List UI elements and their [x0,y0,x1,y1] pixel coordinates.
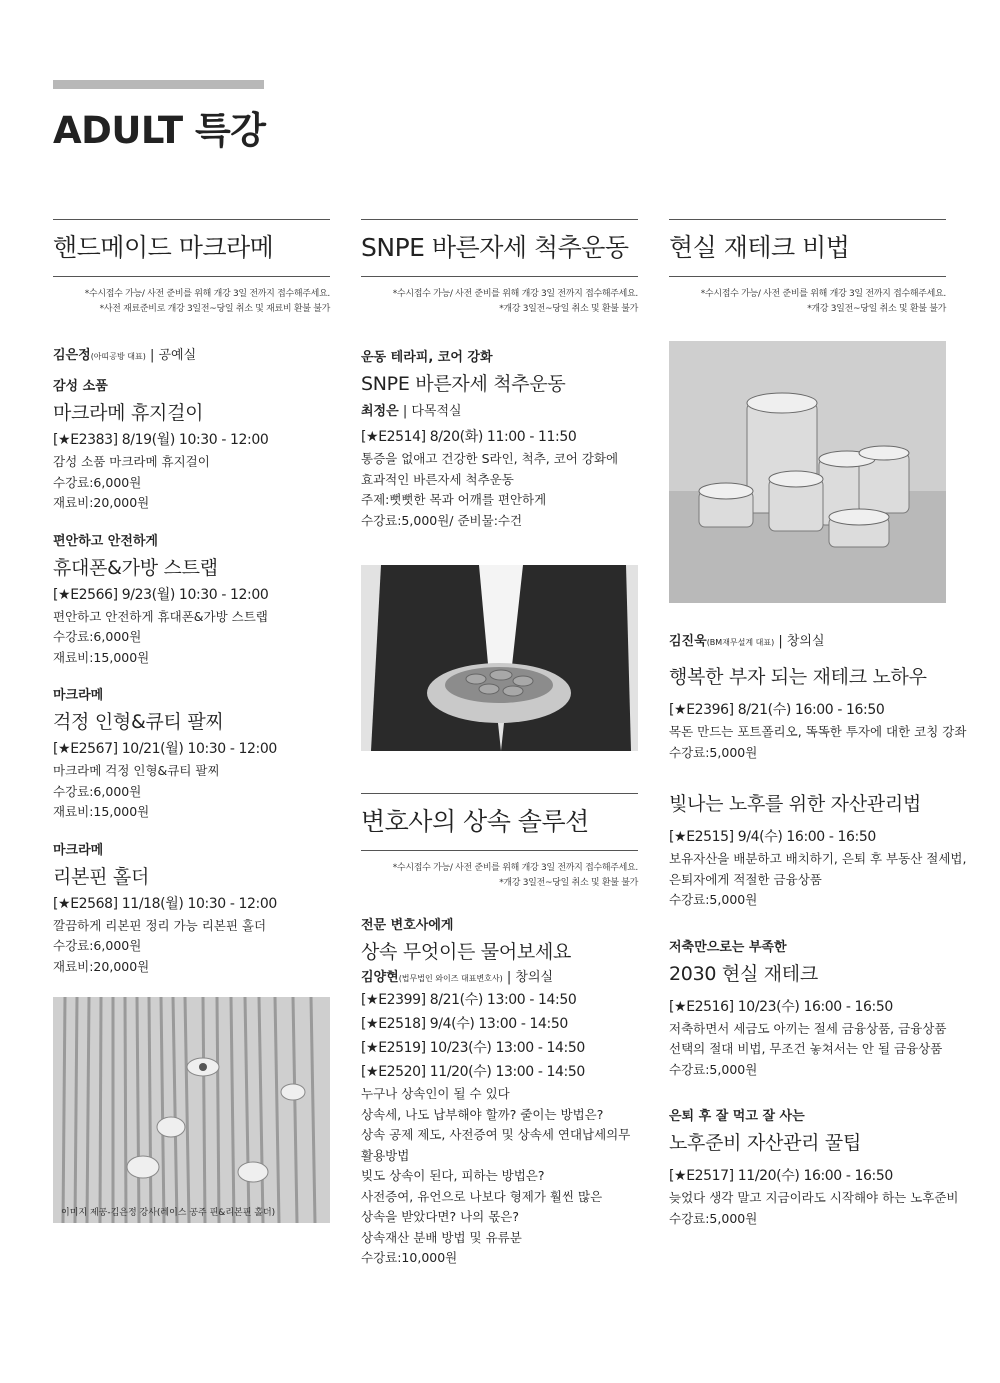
note-line: *개강 3일전~당일 취소 및 환불 불가 [807,304,946,314]
material-fee-line: 재료비:15,000원 [53,649,150,665]
description-line: 늦었다 생각 말고 지금이라도 시작해야 하는 노후준비 [669,1190,959,1205]
fee-line: 수강료:6,000원 [53,629,142,644]
course-description [53,452,330,514]
course-description [361,1084,638,1269]
course-item [669,662,967,763]
course-item [53,685,330,823]
description-line: 선택의 절대 비법, 무조건 놓쳐서는 안 될 금융상품 [669,1041,943,1056]
course-code: [★E2515] 9/4(수) 16:00 - 16:50 [669,829,876,845]
instructor-title: (BM재무설계 대표) [706,638,775,647]
description-line: 상속을 받았다면? 나의 몫은? [361,1209,520,1224]
instructor-title: (법무법인 와이즈 대표변호사) [398,974,503,983]
note-line: *수시접수 가능/ 사전 준비를 위해 개강 3일 전까지 접수해주세요. [700,289,946,299]
course-name: 상속 무엇이든 물어보세요 [361,941,572,963]
course-tag: 감성 소품 [53,379,108,394]
course-description [53,916,330,978]
fee-line: 수강료:5,000원/ 준비물:수건 [361,512,523,528]
course-tag: 편안하고 안전하게 [53,533,158,549]
description-line: 통증을 없애고 건강한 S라인, 척추, 코어 강화에 [361,451,619,466]
column-macrame [53,219,330,1223]
fee-line: 수강료:6,000원 [53,783,142,799]
course-name: 걱정 인형&큐티 팔찌 [53,711,224,733]
course-description [669,1188,959,1229]
course-description [361,449,638,531]
description-line: 깔끔하게 리본핀 정리 가능 리본핀 홀더 [53,917,267,933]
course-code: [★E2568] 11/18(월) 10:30 - 12:00 [53,895,277,912]
course-item [361,915,638,1269]
course-tag: 은퇴 후 잘 먹고 잘 사는 [669,1109,805,1124]
section-title: 핸드메이드 마크라메 [53,233,274,262]
description-line: 저축하면서 세금도 아끼는 절세 금융상품, 금융상품 [669,1020,947,1036]
course-code: [★E2396] 8/21(수) 16:00 - 16:50 [669,702,885,718]
section-title: SNPE 바른자세 척추운동 [361,233,629,262]
instructor-name: 김은정 [53,348,91,363]
course-code: [★E2514] 8/20(화) 11:00 - 11:50 [361,429,577,445]
description-line: 편안하고 안전하게 휴대폰&가방 스트랩 [53,608,268,624]
description-line: 주제:뻣뻣한 목과 어깨를 편안하게 [361,492,547,507]
course-tag: 마크라메 [53,688,104,703]
course-code: [★E2518] 9/4(수) 13:00 - 14:50 [361,1016,568,1032]
course-tag: 운동 테라피, 코어 강화 [361,350,493,365]
macrame-illustration [53,997,330,1223]
course-code: [★E2519] 10/23(수) 13:00 - 14:50 [361,1040,585,1056]
course-name: 리본핀 홀더 [53,865,150,888]
instructor-line [361,969,638,988]
coins-illustration [669,341,946,603]
description-line: 보유자산을 배분하고 배치하기, 은퇴 후 부동산 절세법, [669,851,967,866]
description-line: 목돈 만드는 포트폴리오, 똑똑한 투자에 대한 코칭 강좌 [669,724,967,739]
room-label: | 창의실 [502,970,554,985]
course-tag: 저축만으로는 부족한 [669,939,787,955]
hands-illustration [361,565,638,751]
column-snpe-inheritance [361,219,638,1269]
section-title: 현실 재테크 비법 [669,233,850,262]
fee-line: 수강료:5,000원 [669,892,758,907]
course-item [53,531,330,669]
note-line: *수시접수 가능/ 사전 준비를 위해 개강 3일 전까지 접수해주세요. [84,289,330,299]
instructor-name: 최정은 [361,404,399,419]
description-line: 효과적인 바른자세 척추운동 [361,471,514,487]
course-name: 노후준비 자산관리 꿀팁 [669,1132,862,1154]
fee-line: 수강료:6,000원 [53,938,142,953]
course-item [669,1106,959,1229]
course-name: SNPE 바른자세 척추운동 [361,373,566,395]
course-description [669,849,967,911]
note-line: *수시접수 가능/ 사전 준비를 위해 개강 3일 전까지 접수해주세요. [392,289,638,299]
material-fee-line: 재료비:20,000원 [53,495,150,510]
note-line: *개강 3일전~당일 취소 및 환불 불가 [499,304,638,314]
section-title: 변호사의 상속 솔루션 [361,807,589,836]
description-line: 감성 소품 마크라메 휴지걸이 [53,454,210,469]
macrame-photo [53,997,330,1223]
room-label: | 다목적실 [398,404,462,419]
coin-stacks-photo [669,341,946,603]
note-line: *개강 3일전~당일 취소 및 환불 불가 [499,878,638,888]
registration-note [361,277,638,325]
instructor-name: 김진욱 [669,634,707,649]
registration-note [53,277,330,325]
description-line: 상속재산 분배 방법 및 유류분 [361,1229,522,1245]
room-label: | 창의실 [774,634,825,649]
coins-in-hands-photo [361,565,638,751]
course-item [53,840,330,978]
course-name: 2030 현실 재테크 [669,962,818,985]
course-code: [★E2383] 8/19(월) 10:30 - 12:00 [53,432,269,448]
course-description [669,1019,946,1081]
instructor-name: 김양현 [361,970,399,985]
course-item [669,789,967,911]
material-fee-line: 재료비:15,000원 [53,804,150,819]
course-code: [★E2520] 11/20(수) 13:00 - 14:50 [361,1064,585,1080]
course-code: [★E2567] 10/21(월) 10:30 - 12:00 [53,741,277,757]
fee-line: 수강료:5,000원 [669,744,758,760]
course-description [53,607,330,669]
course-tag: 마크라메 [53,842,104,858]
course-name: 마크라메 휴지걸이 [53,402,204,424]
instructor-line [669,633,946,652]
fee-line: 수강료:10,000원 [361,1250,458,1265]
course-item [53,376,330,514]
room-label: | 공예실 [145,348,197,363]
fee-line: 수강료:6,000원 [53,474,142,490]
fee-line: 수강료:5,000원 [669,1210,758,1226]
instructor-title: (아띠공방 대표) [90,352,146,361]
instructor-line [53,347,330,366]
course-item [361,347,638,531]
registration-note [669,277,946,325]
page-title: ADULT 특강 [53,109,266,152]
course-item [669,937,946,1081]
note-line: *수시접수 가능/ 사전 준비를 위해 개강 3일 전까지 접수해주세요. [392,863,638,873]
course-code: [★E2517] 11/20(수) 16:00 - 16:50 [669,1168,893,1184]
description-line: 상속세, 나도 납부해야 할까? 줄이는 방법은? [361,1106,604,1122]
description-line: 누구나 상속인이 될 수 있다 [361,1086,510,1101]
material-fee-line: 재료비:20,000원 [53,958,150,974]
course-description [53,761,330,823]
image-caption: 이미지 제공-김은정 강사(레이스 공주 핀&리본핀 홀더) [61,1208,276,1218]
description-line: 마크라메 걱정 인형&큐티 팔찌 [53,763,220,778]
description-line: 상속 공제 제도, 사전증여 및 상속세 연대납세의무 [361,1127,631,1142]
description-line: 사전증여, 유언으로 나보다 형제가 훨씬 많은 [361,1188,603,1204]
title-accent-bar [53,80,264,89]
fee-line: 수강료:5,000원 [669,1061,758,1077]
instructor-line [361,403,638,421]
description-line: 은퇴자에게 적절한 금융상품 [669,871,822,887]
course-code: [★E2566] 9/23(월) 10:30 - 12:00 [53,586,269,603]
course-code: [★E2399] 8/21(수) 13:00 - 14:50 [361,992,577,1008]
description-line: 활용방법 [361,1147,410,1163]
course-code: [★E2516] 10/23(수) 16:00 - 16:50 [669,998,893,1015]
description-line: 빚도 상속이 된다, 피하는 방법은? [361,1168,545,1183]
course-name: 휴대폰&가방 스트랩 [53,556,218,579]
registration-note [361,851,638,899]
course-name: 빛나는 노후를 위한 자산관리법 [669,793,921,815]
note-line: *사전 재료준비로 개강 3일전~당일 취소 및 재료비 환불 불가 [99,304,330,314]
course-tag: 전문 변호사에게 [361,918,454,933]
course-description [669,722,967,763]
course-name: 행복한 부자 되는 재테크 노하우 [669,666,927,688]
column-finance [669,219,967,1229]
